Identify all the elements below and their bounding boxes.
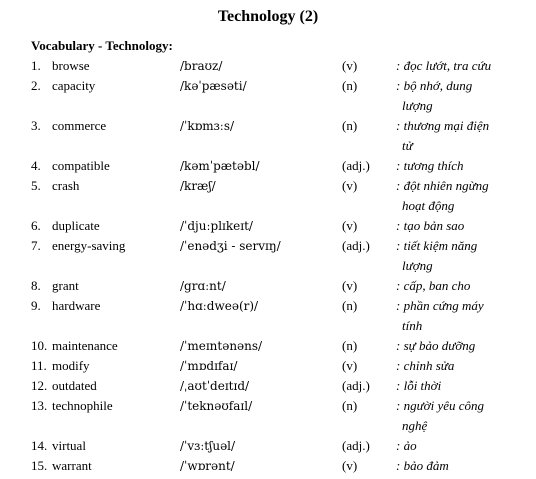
entry-part-of-speech: (v) — [342, 278, 358, 293]
entry-meaning-line: : đọc lướt, tra cứu — [396, 58, 492, 73]
entry-pronunciation: /ˌaʊtˈdeɪtɪd/ — [180, 379, 250, 393]
entry-pronunciation: /ˈhɑːdweə(r)/ — [180, 299, 259, 313]
entry-part-of-speech: (v) — [342, 358, 358, 373]
entry-number: 12. — [31, 378, 48, 393]
entry-meaning — [396, 336, 504, 356]
entry-pronunciation: /kəmˈpætəbl/ — [180, 159, 260, 173]
entry-number: 10. — [31, 338, 48, 353]
entry-meaning-line: : sự bảo dưỡng — [396, 338, 476, 353]
entry-number: 5. — [31, 178, 41, 193]
entry-meaning-line: : chỉnh sửa — [396, 358, 455, 373]
entry-part-of-speech: (adj.) — [342, 238, 370, 253]
entry-number: 4. — [31, 158, 41, 173]
entry-meaning-line: : đột nhiên ngừng — [396, 178, 489, 193]
entry-number: 13. — [31, 398, 48, 413]
entry-meaning — [396, 56, 504, 76]
entry-meaning — [396, 356, 504, 376]
entry-word: modify — [52, 358, 90, 373]
entry-part-of-speech: (n) — [342, 78, 358, 93]
entry-part-of-speech: (v) — [342, 458, 358, 473]
entry-meaning — [396, 156, 504, 176]
entry-number: 8. — [31, 278, 41, 293]
entry-meaning — [396, 296, 504, 336]
entry-part-of-speech: (n) — [342, 118, 358, 133]
page-title: Technology (2) — [217, 8, 319, 25]
entry-pronunciation: /kræʃ/ — [180, 179, 216, 193]
entry-meaning-line: : lỗi thời — [396, 378, 442, 393]
entry-part-of-speech: (n) — [342, 338, 358, 353]
entry-word: duplicate — [52, 218, 100, 233]
entry-meaning-line: lượng — [402, 258, 433, 273]
entry-meaning-line: : tương thích — [396, 158, 464, 173]
entry-meaning — [396, 276, 504, 296]
entry-number: 7. — [31, 238, 41, 253]
entry-word: capacity — [52, 78, 96, 93]
entry-meaning-line: : tiết kiệm năng — [396, 238, 478, 253]
entry-meaning-line: tử — [402, 138, 413, 153]
entry-word: warrant — [52, 458, 92, 473]
entry-pronunciation: /ˈmeɪntənəns/ — [180, 339, 263, 353]
entry-word: grant — [52, 278, 79, 293]
entry-part-of-speech: (adj.) — [342, 158, 370, 173]
entry-number: 1. — [31, 58, 41, 73]
entry-number: 6. — [31, 218, 41, 233]
entry-word: compatible — [52, 158, 110, 173]
entry-pronunciation: /ˈvɜːtʃuəl/ — [180, 439, 236, 453]
entry-number: 14. — [31, 438, 48, 453]
entry-meaning-line: : người yêu công — [396, 398, 485, 413]
entry-part-of-speech: (n) — [342, 298, 358, 313]
entry-word: virtual — [52, 438, 86, 453]
entry-word: commerce — [52, 118, 107, 133]
entry-pronunciation: /ˈkɒmɜːs/ — [180, 119, 235, 133]
entry-meaning — [396, 236, 504, 276]
entry-word: crash — [52, 178, 80, 193]
entry-word: browse — [52, 58, 90, 73]
entry-part-of-speech: (v) — [342, 178, 358, 193]
entry-meaning-line: : tạo bản sao — [396, 218, 465, 233]
entry-pronunciation: /ˈteknəʊfaɪl/ — [180, 399, 253, 413]
entry-meaning-line: : bảo đảm — [396, 458, 449, 473]
entry-number: 3. — [31, 118, 41, 133]
entry-part-of-speech: (n) — [342, 398, 358, 413]
entry-number: 2. — [31, 78, 41, 93]
entry-pronunciation: /braʊz/ — [180, 59, 223, 73]
entry-number: 11. — [31, 358, 47, 373]
entry-meaning — [396, 176, 504, 216]
entry-pronunciation: /grɑːnt/ — [180, 279, 226, 293]
entry-part-of-speech: (v) — [342, 218, 358, 233]
entry-part-of-speech: (v) — [342, 58, 358, 73]
entry-word: maintenance — [52, 338, 118, 353]
entry-meaning — [396, 76, 504, 116]
entry-pronunciation: /ˈdjuːplɪkeɪt/ — [180, 219, 253, 233]
entry-meaning — [396, 396, 504, 436]
entry-meaning — [396, 376, 504, 396]
entry-meaning-line: : thương mại điện — [396, 118, 490, 133]
entry-number: 15. — [31, 458, 48, 473]
entry-meaning — [396, 456, 504, 476]
entry-meaning-line: nghệ — [402, 418, 428, 433]
entry-meaning-line: tính — [402, 318, 423, 333]
entry-meaning-line: : phần cứng máy — [396, 298, 484, 313]
entry-meaning — [396, 216, 504, 236]
entry-part-of-speech: (adj.) — [342, 438, 370, 453]
entry-pronunciation: /ˈmɒdɪfaɪ/ — [180, 359, 238, 373]
entry-pronunciation: /ˈenədʒi - servɪŋ/ — [180, 239, 281, 253]
entry-pronunciation: /ˈwɒrənt/ — [180, 459, 235, 473]
entry-meaning-line: hoạt động — [402, 198, 455, 213]
entry-part-of-speech: (adj.) — [342, 378, 370, 393]
section-heading: Vocabulary - Technology: — [31, 38, 173, 53]
entry-meaning-line: : bộ nhớ, dung — [396, 78, 473, 93]
entry-word: energy-saving — [52, 238, 126, 253]
entry-meaning — [396, 116, 504, 156]
entry-number: 9. — [31, 298, 41, 313]
entry-meaning — [396, 436, 504, 456]
entry-word: technophile — [52, 398, 113, 413]
entry-meaning-line: lượng — [402, 98, 433, 113]
entry-word: hardware — [52, 298, 101, 313]
entry-meaning-line: : ảo — [396, 438, 417, 453]
entry-meaning-line: : cấp, ban cho — [396, 278, 471, 293]
entry-pronunciation: /kəˈpæsəti/ — [180, 79, 247, 93]
entry-word: outdated — [52, 378, 97, 393]
